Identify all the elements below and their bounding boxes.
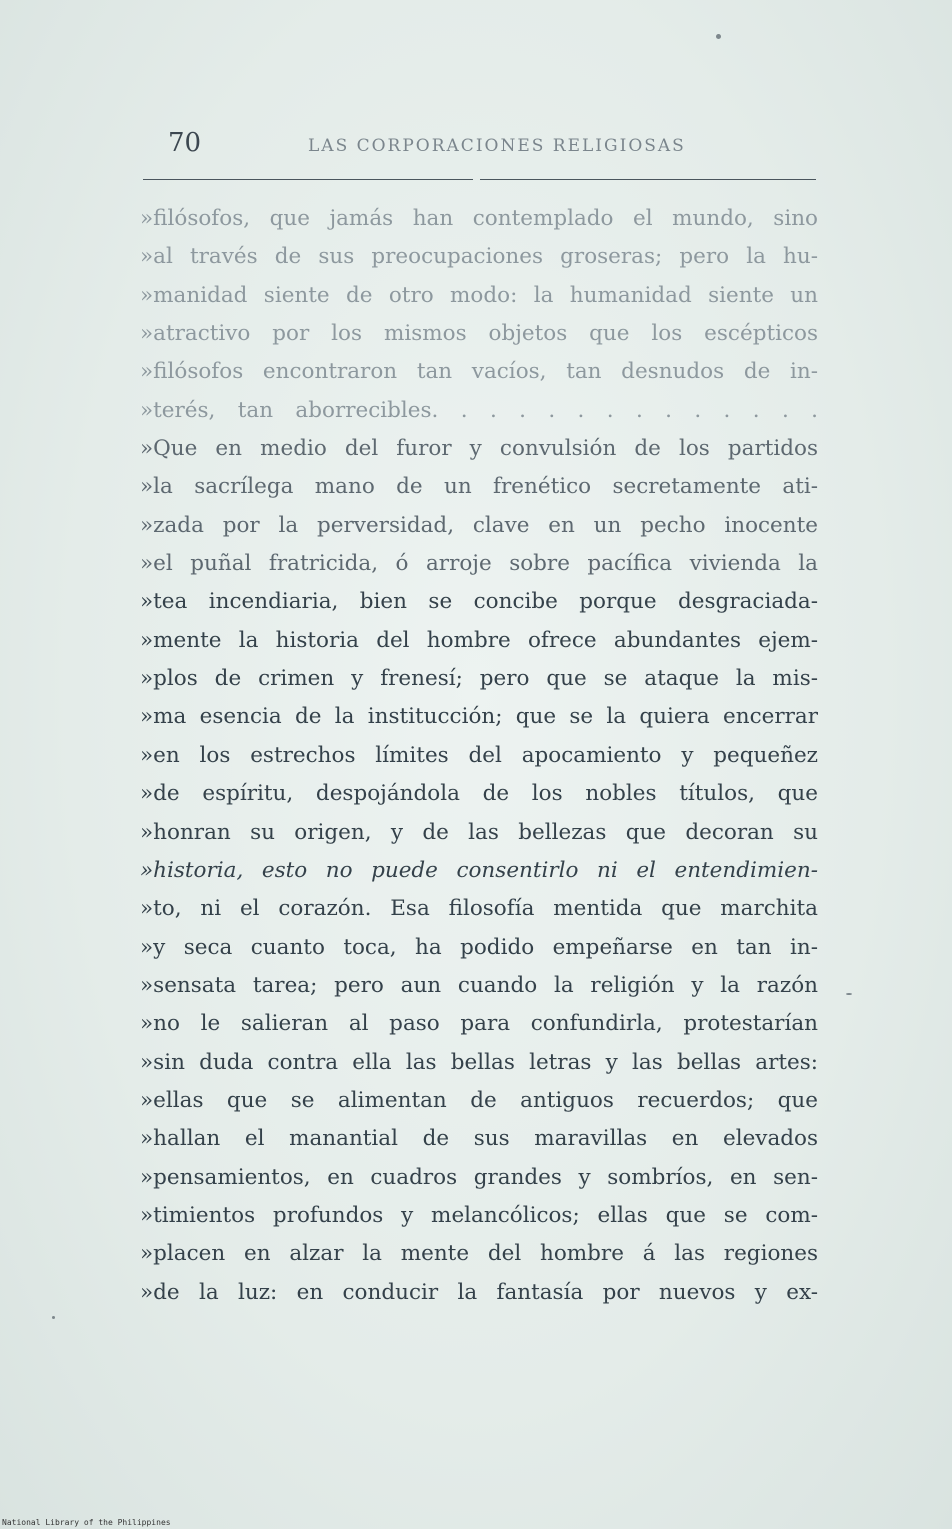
- text-line: »la sacrílega mano de un frenético secretamente ati-: [140, 474, 818, 500]
- text-line: »to, ni el corazón. Esa filosofía mentida que marchita: [140, 896, 818, 922]
- text-line: »el puñal fratricida, ó arroje sobre pacífica vivienda la: [140, 551, 818, 577]
- dust-speck: [716, 34, 721, 39]
- library-credit: National Library of the Philippines: [2, 1518, 171, 1527]
- page-number: 70: [168, 128, 202, 158]
- text-line: »placen en alzar la mente del hombre á las regiones: [140, 1241, 818, 1267]
- dust-speck: [846, 993, 852, 995]
- text-line: »de la luz: en conducir la fantasía por nuevos y ex-: [140, 1279, 818, 1305]
- text-line: »plos de crimen y frenesí; pero que se ataque la mis-: [140, 666, 818, 692]
- page-header: [168, 128, 828, 164]
- header-rule-right: [480, 179, 816, 180]
- text-line: »zada por la perversidad, clave en un pecho inocente: [140, 512, 818, 538]
- text-line: »filósofos encontraron tan vacíos, tan desnudos de in-: [140, 359, 818, 385]
- text-line: »manidad siente de otro modo: la humanidad siente un: [140, 282, 818, 308]
- text-line: »sensata tarea; pero aun cuando la religión y la razón: [140, 972, 818, 998]
- text-line: »tea incendiaria, bien se concibe porque desgraciada-: [140, 589, 818, 615]
- text-line: »no le salieran al paso para confundirla, protestarían: [140, 1011, 818, 1037]
- text-line: »timientos profundos y melancólicos; ellas que se com-: [140, 1202, 818, 1228]
- header-rule-left: [143, 179, 473, 180]
- text-line: »terés, tan aborrecibles. . . . . . . . . . . . . .: [140, 397, 818, 423]
- text-line: »al través de sus preocupaciones groseras; pero la hu-: [140, 244, 818, 270]
- text-line: »honran su origen, y de las bellezas que decoran su: [140, 819, 818, 845]
- running-title: LAS CORPORACIONES RELIGIOSAS: [308, 136, 686, 156]
- text-line: »hallan el manantial de sus maravillas en elevados: [140, 1126, 818, 1152]
- text-line: »ma esencia de la institucción; que se la quiera encerrar: [140, 704, 818, 730]
- text-line: »Que en medio del furor y convulsión de los partidos: [140, 436, 818, 462]
- text-line: »ellas que se alimentan de antiguos recuerdos; que: [140, 1087, 818, 1113]
- text-line: »y seca cuanto toca, ha podido empeñarse en tan in-: [140, 934, 818, 960]
- text-line: »filósofos, que jamás han contemplado el mundo, sino: [140, 206, 818, 231]
- text-line: »mente la historia del hombre ofrece abundantes ejem-: [140, 627, 818, 653]
- body-text: [140, 200, 818, 1312]
- dust-speck: [52, 1316, 55, 1319]
- text-line: »atractivo por los mismos objetos que los escépticos: [140, 321, 818, 347]
- text-line: »sin duda contra ella las bellas letras y las bellas artes:: [140, 1049, 818, 1075]
- text-line: »pensamientos, en cuadros grandes y sombríos, en sen-: [140, 1164, 818, 1190]
- text-line: »en los estrechos límites del apocamiento y pequeñez: [140, 742, 818, 768]
- text-line: »de espíritu, despojándola de los nobles títulos, que: [140, 781, 818, 807]
- text-line: »historia, esto no puede consentirlo ni el entendimien-: [140, 857, 818, 883]
